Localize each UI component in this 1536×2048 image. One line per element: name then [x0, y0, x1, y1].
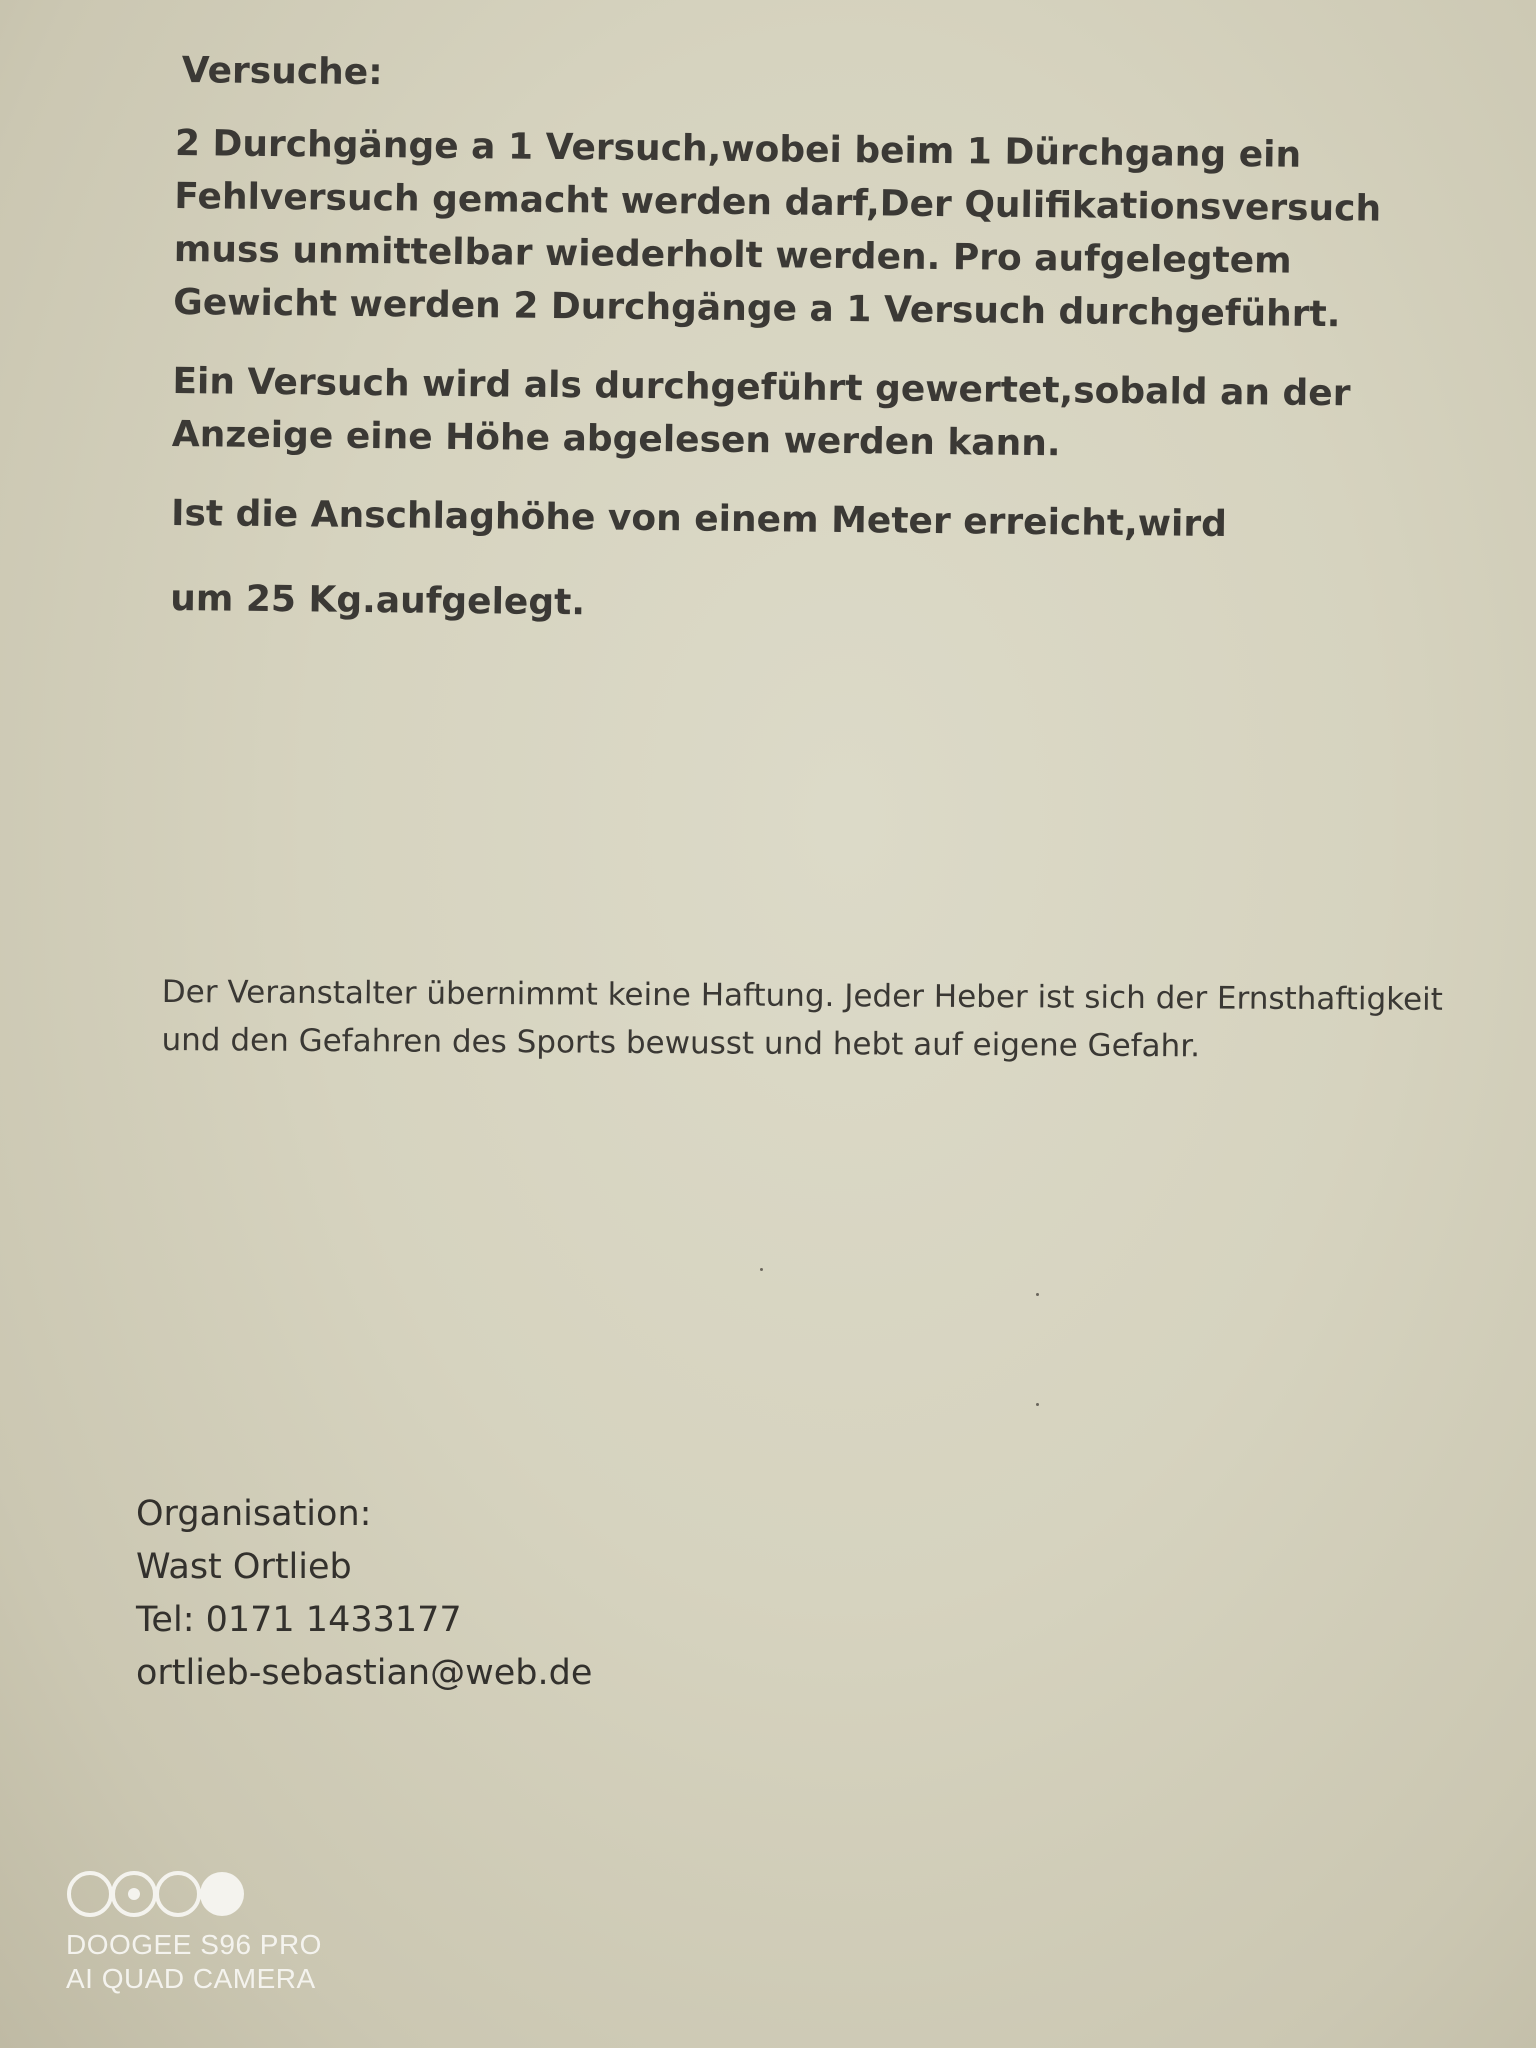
organisation-label: Organisation: [136, 1494, 372, 1534]
paper-speck [1036, 1403, 1039, 1406]
rules-paragraph-valid-attempt: Ein Versuch wird als durchgeführt gewertet,sobald an der Anzeige eine Höhe abgelesen werden kann. [171, 360, 1351, 465]
rules-paragraph-height-reached: Ist die Anschlaghöhe von einem Meter erreicht,wird [170, 492, 1228, 546]
organiser-email: ortlieb-sebastian@web.de [136, 1653, 593, 1693]
rules-section [170, 44, 1466, 664]
camera-lens-circles-icon [66, 1870, 266, 1918]
organisation-contact [136, 1488, 836, 1700]
paper-speck [1036, 1293, 1039, 1296]
organiser-name: Wast Ortlieb [136, 1547, 352, 1587]
organiser-phone: Tel: 0171 1433177 [136, 1600, 462, 1640]
rules-paragraph-attempts: 2 Durchgänge a 1 Versuch,wobei beim 1 Dürchgang ein Fehlversuch gemacht werden darf,Der Qulifikationsversuch muss unmittelbar wiederholt werden. Pro aufgelegtem Gewicht werden 2 Durchgänge a 1 Versuch durchgeführt. [173, 122, 1382, 336]
camera-watermark [66, 1870, 426, 1996]
disclaimer-text: Der Veranstalter übernimmt keine Haftung. Jeder Heber ist sich der Ernsthaftigkeit und den Gefahren des Sports bewusst und hebt auf eigene Gefahr. [161, 973, 1443, 1065]
rules-heading: Versuche: [181, 50, 383, 94]
liability-disclaimer [161, 968, 1482, 1072]
rules-paragraph-weight-increase: um 25 Kg.aufgelegt. [169, 577, 586, 624]
paper-speck [760, 1268, 763, 1271]
watermark-camera-label: AI QUAD CAMERA [66, 1963, 316, 1994]
watermark-device-name: DOOGEE S96 PRO [66, 1929, 322, 1960]
